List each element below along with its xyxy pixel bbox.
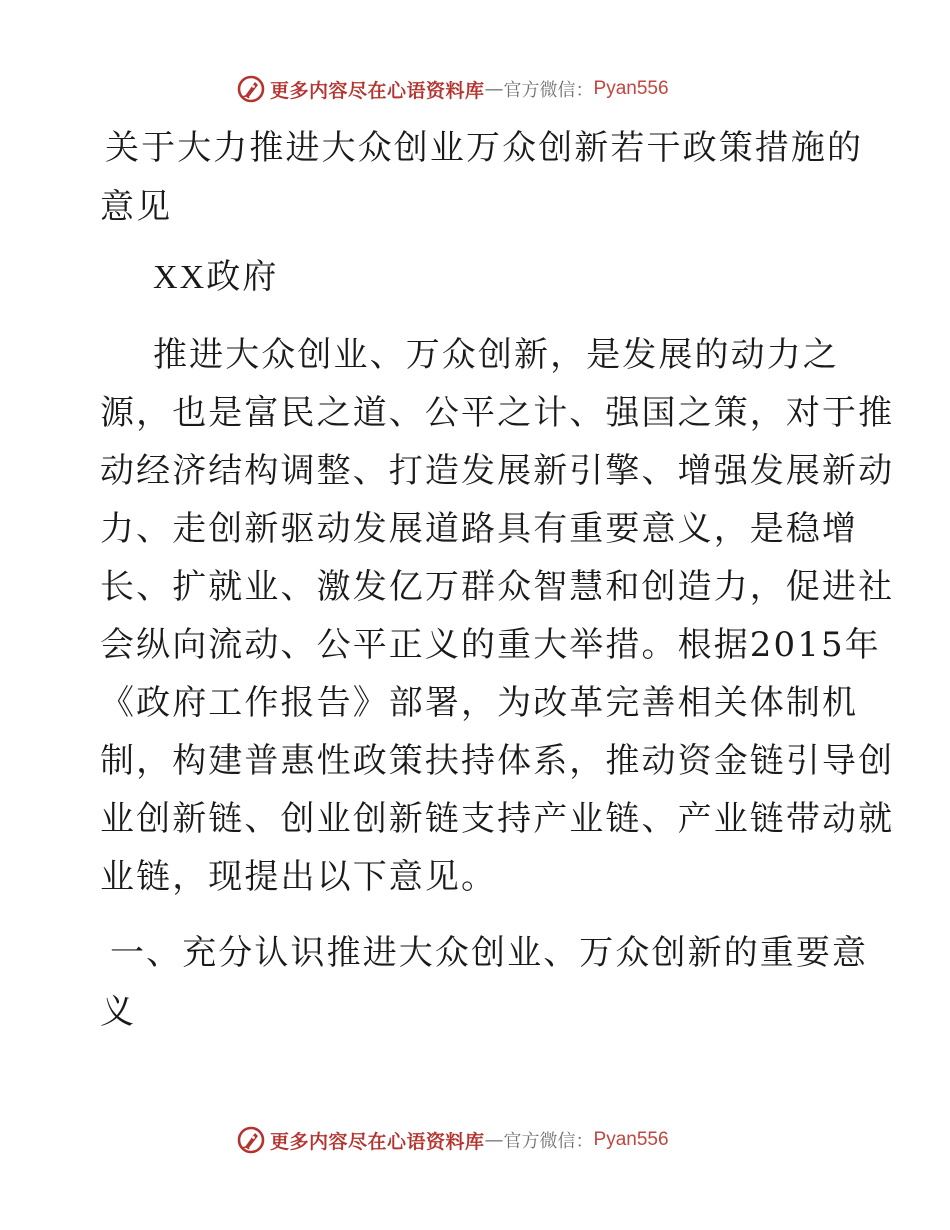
body-line-9: 业创新链、创业创新链支持产业链、产业链带动就	[100, 799, 895, 839]
document-author: XX政府	[153, 259, 279, 296]
body-line-1: 推进大众创业、万众创新，是发展的动力之	[153, 335, 839, 375]
body-line-3: 动经济结构调整、打造发展新引擎、增强发展新动	[100, 451, 895, 491]
body-line-7: 《政府工作报告》部署，为改革完善相关体制机	[100, 683, 859, 723]
watermark-banner-bottom	[236, 1123, 669, 1157]
watermark-wechat-label: 官方微信：	[503, 1131, 594, 1152]
body-line-5: 长、扩就业、激发亿万群众智慧和创造力，促进社	[100, 567, 895, 607]
body-line-10: 业链，现提出以下意见。	[100, 857, 498, 897]
watermark-main-text: 更多内容尽在心语资料库	[270, 1130, 485, 1153]
body-line-2: 源，也是富民之道、公平之计、强国之策，对于推	[100, 393, 895, 433]
watermark-main-text: 更多内容尽在心语资料库	[270, 79, 485, 102]
section-heading-line-2: 义	[100, 992, 137, 1032]
watermark-wechat-id: Pyan556	[593, 78, 669, 99]
document-title-line-2: 意见	[100, 187, 173, 227]
watermark-dash: —	[484, 78, 504, 100]
document-title-line-1: 关于大力推进大众创业万众创新若干政策措施的	[105, 128, 864, 168]
watermark-banner-top	[236, 72, 669, 106]
body-line-8: 制，构建普惠性政策扶持体系，推动资金链引导创	[100, 741, 895, 781]
pen-nib-circle-icon	[236, 1125, 266, 1155]
watermark-dash: —	[484, 1129, 504, 1151]
section-heading-line-1: 一、充分认识推进大众创业、万众创新的重要意	[110, 933, 869, 973]
body-line-6: 会纵向流动、公平正义的重大举措。根据2015年	[100, 625, 881, 665]
watermark-wechat-label: 官方微信：	[503, 80, 594, 101]
pen-nib-circle-icon	[236, 74, 266, 104]
body-line-4: 力、走创新驱动发展道路具有重要意义，是稳增	[100, 509, 859, 549]
watermark-wechat-id: Pyan556	[593, 1129, 669, 1150]
